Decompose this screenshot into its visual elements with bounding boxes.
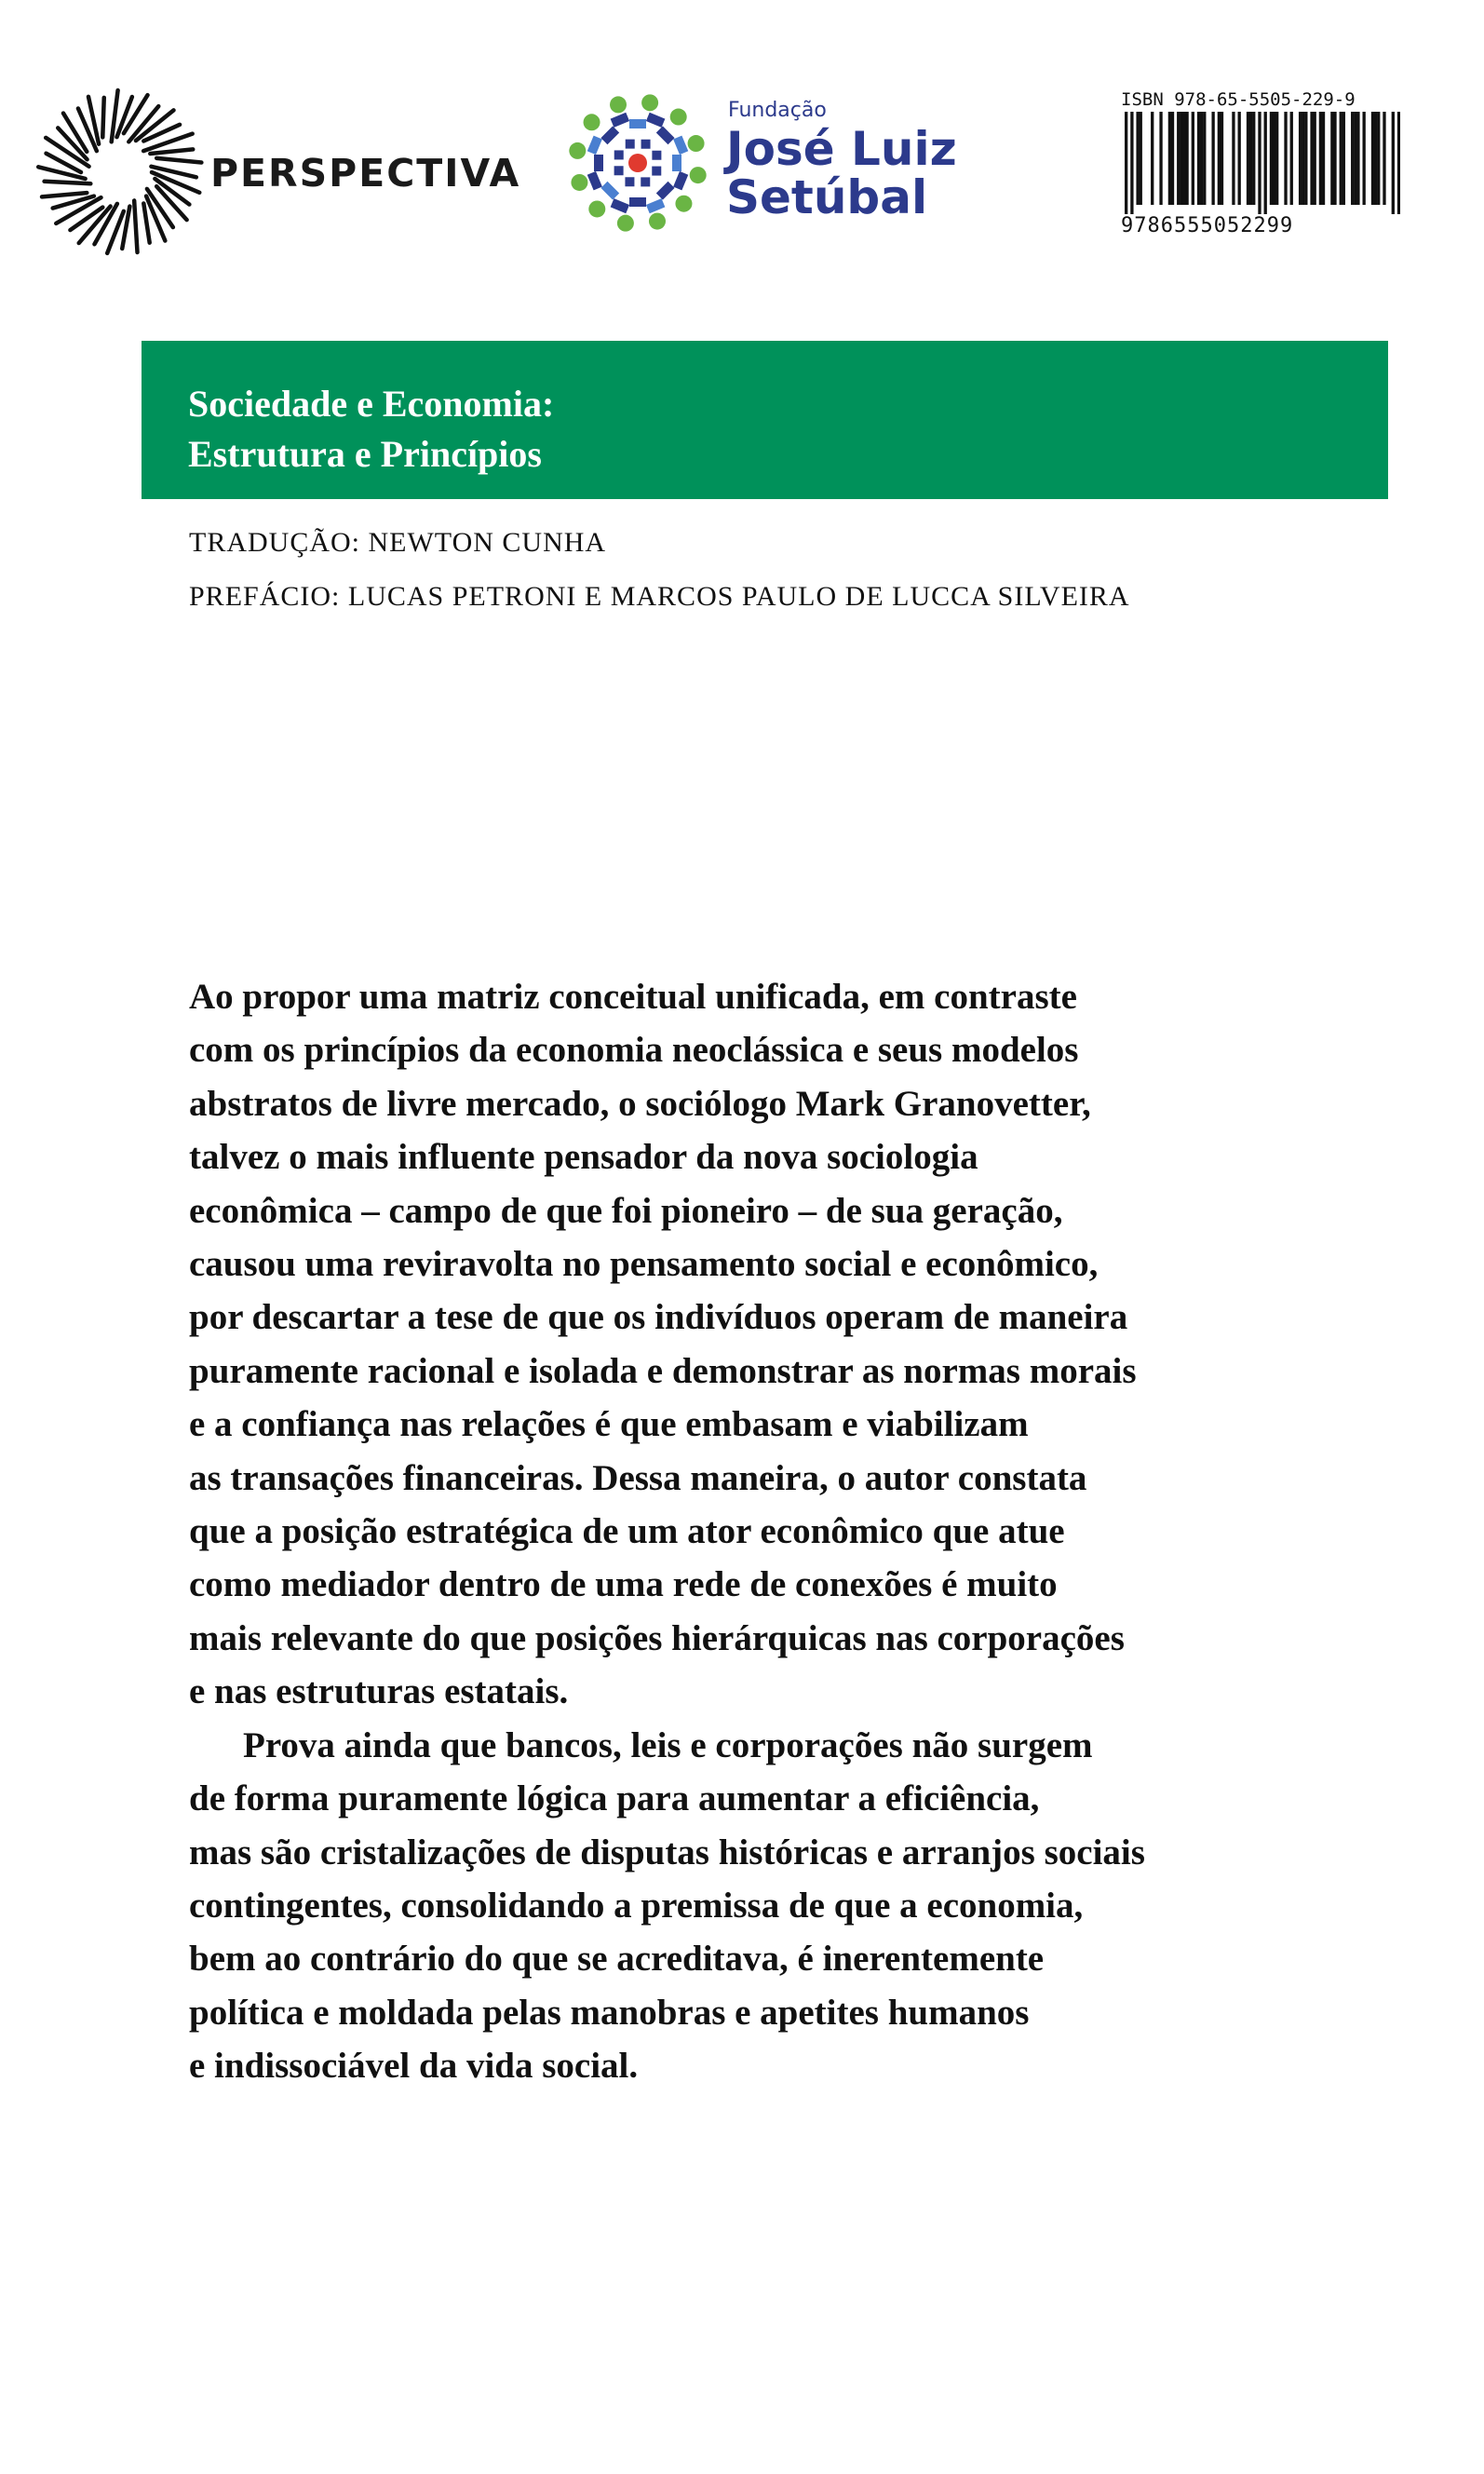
barcode-bar bbox=[1252, 112, 1255, 205]
text-line: que a posição estratégica de um ator econômico que atue bbox=[189, 1511, 1065, 1552]
mosaic-tile bbox=[600, 182, 619, 200]
mosaic-center-dot bbox=[628, 154, 647, 172]
fundacao-label: Fundação bbox=[728, 99, 827, 122]
translation-credit: TRADUÇÃO: NEWTON CUNHA bbox=[189, 527, 607, 558]
barcode-bar bbox=[1168, 112, 1171, 205]
barcode-bar bbox=[1290, 112, 1293, 205]
mosaic-tile bbox=[673, 136, 688, 155]
barcode-bar bbox=[1270, 112, 1273, 205]
barcode-bar bbox=[1284, 112, 1287, 205]
mosaic-dot bbox=[690, 167, 707, 183]
burst-ray bbox=[134, 200, 137, 252]
burst-ray bbox=[150, 149, 193, 154]
mosaic-tile bbox=[614, 166, 624, 175]
mosaic-tile bbox=[656, 126, 675, 144]
burst-ray bbox=[42, 193, 87, 196]
fundacao-mosaic-icon bbox=[564, 89, 711, 237]
text-line: puramente racional e isolada e demonstrar as normas morais bbox=[189, 1350, 1137, 1391]
text-line: bem ao contrário do que se acreditava, é inerentemente bbox=[189, 1939, 1045, 1980]
mosaic-tile bbox=[625, 177, 634, 186]
barcode-bar bbox=[1333, 112, 1336, 205]
text-line: política e moldada pelas manobras e apetites humanos bbox=[189, 1992, 1030, 2033]
barcode-bar bbox=[1371, 112, 1374, 205]
barcode-bar bbox=[1258, 112, 1261, 214]
mosaic-tile bbox=[587, 171, 602, 190]
barcode-bar bbox=[1356, 112, 1359, 205]
barcode-bar bbox=[1136, 112, 1139, 205]
barcode-bar bbox=[1351, 112, 1354, 205]
isbn-barcode bbox=[1117, 89, 1406, 244]
barcode-bar bbox=[1151, 112, 1153, 205]
mosaic-dot bbox=[584, 114, 600, 130]
mosaic-tile bbox=[652, 167, 661, 176]
mosaic-dot bbox=[688, 135, 705, 152]
mosaic-tile bbox=[646, 198, 665, 213]
text-line: mas são cristalizações de disputas históricas e arranjos sociais bbox=[189, 1832, 1145, 1872]
text-line: e indissociável da vida social. bbox=[189, 2046, 639, 2087]
mosaic-tile bbox=[626, 140, 635, 149]
text-line: abstratos de livre mercado, o sociólogo Mark Granovetter, bbox=[189, 1083, 1091, 1124]
barcode-bar bbox=[1218, 112, 1221, 205]
mosaic-dot bbox=[675, 196, 692, 212]
barcode-bar bbox=[1342, 112, 1345, 205]
barcode-bar bbox=[1383, 112, 1385, 205]
barcode-bar bbox=[1377, 112, 1380, 205]
barcode-bar bbox=[1340, 112, 1342, 205]
mosaic-tile bbox=[611, 198, 629, 213]
text-line: com os princípios da economia neoclássica e seus modelos bbox=[189, 1030, 1079, 1071]
book-title-line1: Sociedade e Economia: bbox=[188, 383, 555, 425]
mosaic-tile bbox=[629, 119, 646, 128]
mosaic-tile bbox=[629, 197, 646, 207]
mosaic-dot bbox=[569, 142, 586, 159]
barcode-bar bbox=[1275, 112, 1278, 205]
barcode-bar bbox=[1211, 112, 1214, 205]
barcode-bar bbox=[1238, 112, 1241, 205]
mosaic-tile bbox=[641, 140, 651, 149]
barcode-icon bbox=[1125, 112, 1400, 214]
text-line: econômica – campo de que foi pioneiro – de sua geração, bbox=[189, 1190, 1063, 1231]
mosaic-dot bbox=[571, 174, 587, 191]
text-line: talvez o mais influente pensador da nova sociologia bbox=[189, 1137, 978, 1178]
barcode-bar bbox=[1221, 112, 1223, 205]
mosaic-tile bbox=[656, 182, 675, 200]
mosaic-tile bbox=[641, 177, 650, 186]
fundacao-name-line2: Setúbal bbox=[726, 170, 928, 224]
barcode-bar bbox=[1362, 112, 1365, 205]
barcode-bar bbox=[1319, 112, 1322, 205]
text-line: mais relevante do que posições hierárquicas nas corporações bbox=[189, 1617, 1125, 1658]
barcode-bar bbox=[1171, 112, 1174, 205]
text-line: como mediador dentro de uma rede de conexões é muito bbox=[189, 1564, 1058, 1605]
fundacao-logo bbox=[564, 89, 992, 238]
mosaic-dot bbox=[610, 96, 627, 113]
publisher-name: PERSPECTIVA bbox=[210, 151, 521, 196]
text-line: causou uma reviravolta no pensamento social e econômico, bbox=[189, 1244, 1099, 1285]
mosaic-dot bbox=[649, 213, 666, 230]
burst-ray bbox=[102, 98, 103, 138]
barcode-bar bbox=[1302, 112, 1304, 205]
title-band bbox=[142, 341, 1388, 499]
preface-credit: PREFÁCIO: LUCAS PETRONI E MARCOS PAULO DE LUCCA SILVEIRA bbox=[189, 581, 1130, 612]
barcode-bar bbox=[1314, 112, 1316, 205]
barcode-bar bbox=[1185, 112, 1188, 205]
mosaic-dot bbox=[617, 215, 634, 232]
fundacao-name-line1: José Luiz bbox=[726, 122, 957, 176]
barcode-bar bbox=[1354, 112, 1356, 205]
barcode-bar bbox=[1330, 112, 1333, 205]
text-line: contingentes, consolidando a premissa de que a economia, bbox=[189, 1885, 1084, 1926]
mosaic-tile bbox=[600, 126, 619, 144]
barcode-bar bbox=[1299, 112, 1302, 205]
barcode-bar bbox=[1140, 112, 1142, 205]
text-line: Ao propor uma matriz conceitual unificada, em contraste bbox=[189, 977, 1077, 1017]
mosaic-tile bbox=[672, 155, 681, 171]
mosaic-tile bbox=[594, 155, 603, 171]
mosaic-dot bbox=[641, 94, 658, 111]
isbn-number: ISBN 978-65-5505-229-9 bbox=[1121, 89, 1356, 110]
burst-ray bbox=[156, 158, 201, 163]
barcode-bar bbox=[1397, 112, 1400, 214]
mosaic-tile bbox=[652, 151, 661, 160]
text-line: as transações financeiras. Dessa maneira, o autor constata bbox=[189, 1457, 1087, 1498]
barcode-bar bbox=[1125, 112, 1127, 214]
perspectiva-burst-icon bbox=[34, 86, 207, 259]
synopsis-text bbox=[189, 970, 1343, 2093]
barcode-bar bbox=[1264, 112, 1267, 214]
barcode-digits: 9786555052299 bbox=[1121, 214, 1294, 237]
burst-ray bbox=[45, 182, 91, 183]
mosaic-tile bbox=[614, 150, 624, 159]
barcode-bar bbox=[1180, 112, 1182, 205]
mosaic-dot bbox=[670, 109, 687, 126]
barcode-bar bbox=[1392, 112, 1395, 214]
barcode-bar bbox=[1322, 112, 1325, 205]
perspectiva-logo bbox=[34, 86, 521, 259]
barcode-bar bbox=[1273, 112, 1275, 205]
barcode-bar bbox=[1304, 112, 1307, 205]
barcode-bar bbox=[1249, 112, 1252, 205]
text-line: e a confiança nas relações é que embasam e viabilizam bbox=[189, 1404, 1029, 1445]
barcode-bar bbox=[1192, 112, 1194, 205]
mosaic-tile bbox=[587, 136, 602, 155]
barcode-bar bbox=[1130, 112, 1133, 214]
barcode-bar bbox=[1374, 112, 1377, 205]
book-title-line2: Estrutura e Princípios bbox=[188, 433, 542, 475]
barcode-bar bbox=[1232, 112, 1234, 205]
barcode-bar bbox=[1177, 112, 1180, 205]
barcode-bar bbox=[1247, 112, 1249, 205]
barcode-bar bbox=[1310, 112, 1313, 205]
mosaic-tile bbox=[646, 113, 665, 128]
burst-ray bbox=[143, 204, 149, 243]
text-line: por descartar a tese de que os indivíduos operam de maneira bbox=[189, 1297, 1128, 1338]
mosaic-tile bbox=[611, 113, 629, 128]
barcode-bar bbox=[1182, 112, 1185, 205]
barcode-bar bbox=[1159, 112, 1162, 205]
barcode-bar bbox=[1200, 112, 1203, 205]
mosaic-tile bbox=[673, 171, 688, 190]
text-line: Prova ainda que bancos, leis e corporações não surgem bbox=[243, 1724, 1093, 1765]
barcode-bar bbox=[1203, 112, 1206, 205]
text-line: de forma puramente lógica para aumentar a eficiência, bbox=[189, 1778, 1040, 1819]
text-line: e nas estruturas estatais. bbox=[189, 1671, 569, 1712]
barcode-bar bbox=[1197, 112, 1200, 205]
mosaic-dot bbox=[588, 200, 605, 217]
